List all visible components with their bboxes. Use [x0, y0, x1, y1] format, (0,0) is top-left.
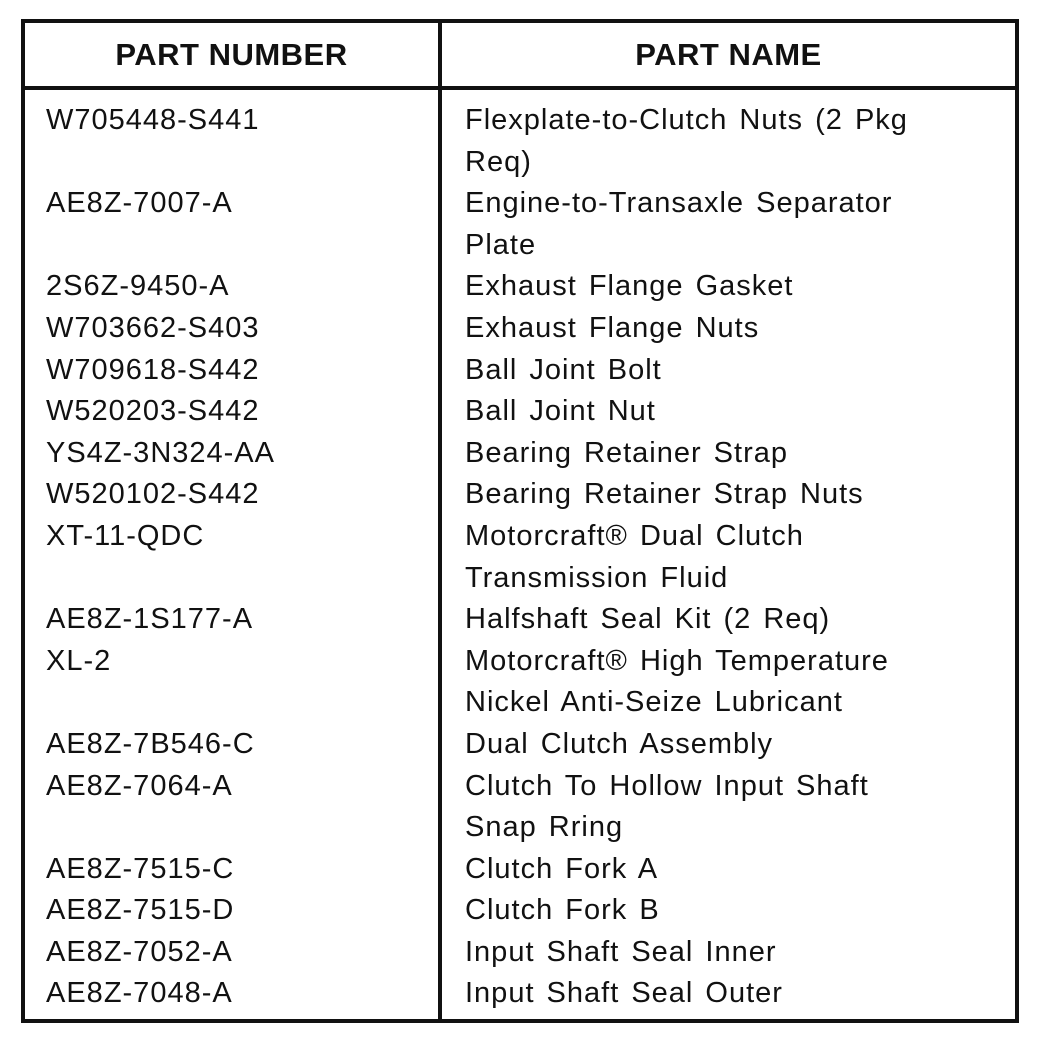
part-name-line: Motorcraft® Dual Clutch	[465, 519, 804, 552]
part-name-cell	[442, 599, 1015, 641]
header-part-name: PART NAME	[635, 36, 822, 72]
part-name-line: Exhaust Flange Nuts	[465, 311, 760, 344]
part-name-cell	[442, 849, 1015, 891]
table-row	[25, 350, 1015, 392]
part-number-cell: AE8Z-7515-C	[46, 852, 235, 885]
part-name-line: Exhaust Flange Gasket	[465, 270, 794, 303]
table-row	[25, 391, 1015, 433]
part-name-line: Flexplate-to-Clutch Nuts (2 Pkg	[465, 104, 908, 136]
part-number-cell: AE8Z-7064-A	[46, 769, 233, 802]
part-number-cell: XT-11-QDC	[46, 519, 205, 552]
part-name-line: Dual Clutch Assembly	[465, 727, 774, 760]
table-row	[25, 766, 1015, 849]
table-row	[25, 599, 1015, 641]
table-header-row	[25, 23, 1015, 90]
table-row	[25, 266, 1015, 308]
part-name-cell	[442, 890, 1015, 932]
table-row	[25, 973, 1015, 1015]
part-name-line: Clutch To Hollow Input Shaft	[465, 769, 869, 802]
table-row	[25, 100, 1015, 183]
part-number-cell: W703662-S403	[46, 311, 260, 344]
table-row	[25, 433, 1015, 475]
part-name-line: Plate	[465, 228, 537, 261]
part-name-cell	[442, 973, 1015, 1015]
part-name-cell	[442, 100, 1015, 183]
part-number-cell: YS4Z-3N324-AA	[46, 436, 275, 469]
table-row	[25, 641, 1015, 724]
part-number-cell: AE8Z-7B546-C	[46, 727, 255, 760]
part-number-cell: AE8Z-7515-D	[46, 894, 235, 927]
table-row	[25, 724, 1015, 766]
table-row	[25, 474, 1015, 516]
part-name-line: Req)	[465, 145, 532, 178]
part-name-line: Nickel Anti-Seize Lubricant	[465, 686, 843, 719]
part-name-line: Bearing Retainer Strap	[465, 436, 788, 469]
part-number-cell: W520102-S442	[46, 478, 260, 511]
part-name-line: Motorcraft® High Temperature	[465, 644, 889, 677]
part-number-cell: W520203-S442	[46, 395, 260, 428]
part-name-cell	[442, 474, 1015, 516]
part-name-cell	[442, 766, 1015, 849]
part-name-line: Clutch Fork B	[465, 894, 660, 927]
part-number-cell: AE8Z-7007-A	[46, 187, 233, 220]
table-row	[25, 516, 1015, 599]
part-name-cell	[442, 433, 1015, 475]
table-row	[25, 308, 1015, 350]
part-number-cell: AE8Z-7048-A	[46, 977, 233, 1010]
part-name-line: Transmission Fluid	[465, 561, 729, 594]
part-name-line: Bearing Retainer Strap Nuts	[465, 478, 864, 511]
part-name-line: Input Shaft Seal Inner	[465, 935, 777, 968]
part-number-cell: AE8Z-7052-A	[46, 935, 233, 968]
part-number-cell: W709618-S442	[46, 353, 260, 386]
table-rows	[25, 100, 1015, 1015]
part-name-line: Ball Joint Bolt	[465, 353, 662, 386]
part-name-cell	[442, 724, 1015, 766]
part-name-cell	[442, 350, 1015, 392]
table-row	[25, 183, 1015, 266]
part-name-cell	[442, 391, 1015, 433]
part-name-line: Halfshaft Seal Kit (2 Req)	[465, 603, 831, 636]
part-name-line: Input Shaft Seal Outer	[465, 977, 783, 1010]
header-part-number: PART NUMBER	[25, 23, 442, 86]
part-name-line: Snap Rring	[465, 811, 624, 844]
part-name-cell	[442, 641, 1015, 724]
table-row	[25, 890, 1015, 932]
part-name-cell	[442, 183, 1015, 266]
part-number-cell: AE8Z-1S177-A	[46, 603, 254, 636]
part-number-cell: W705448-S441	[46, 104, 260, 136]
part-name-line: Clutch Fork A	[465, 852, 659, 885]
part-name-cell	[442, 266, 1015, 308]
table-row	[25, 932, 1015, 974]
part-number-cell: XL-2	[46, 644, 112, 677]
part-name-cell	[442, 932, 1015, 974]
part-name-line: Engine-to-Transaxle Separator	[465, 187, 893, 220]
table-row	[25, 849, 1015, 891]
part-name-line: Ball Joint Nut	[465, 395, 656, 428]
part-number-cell: 2S6Z-9450-A	[46, 270, 230, 303]
part-name-cell	[442, 308, 1015, 350]
part-name-cell	[442, 516, 1015, 599]
